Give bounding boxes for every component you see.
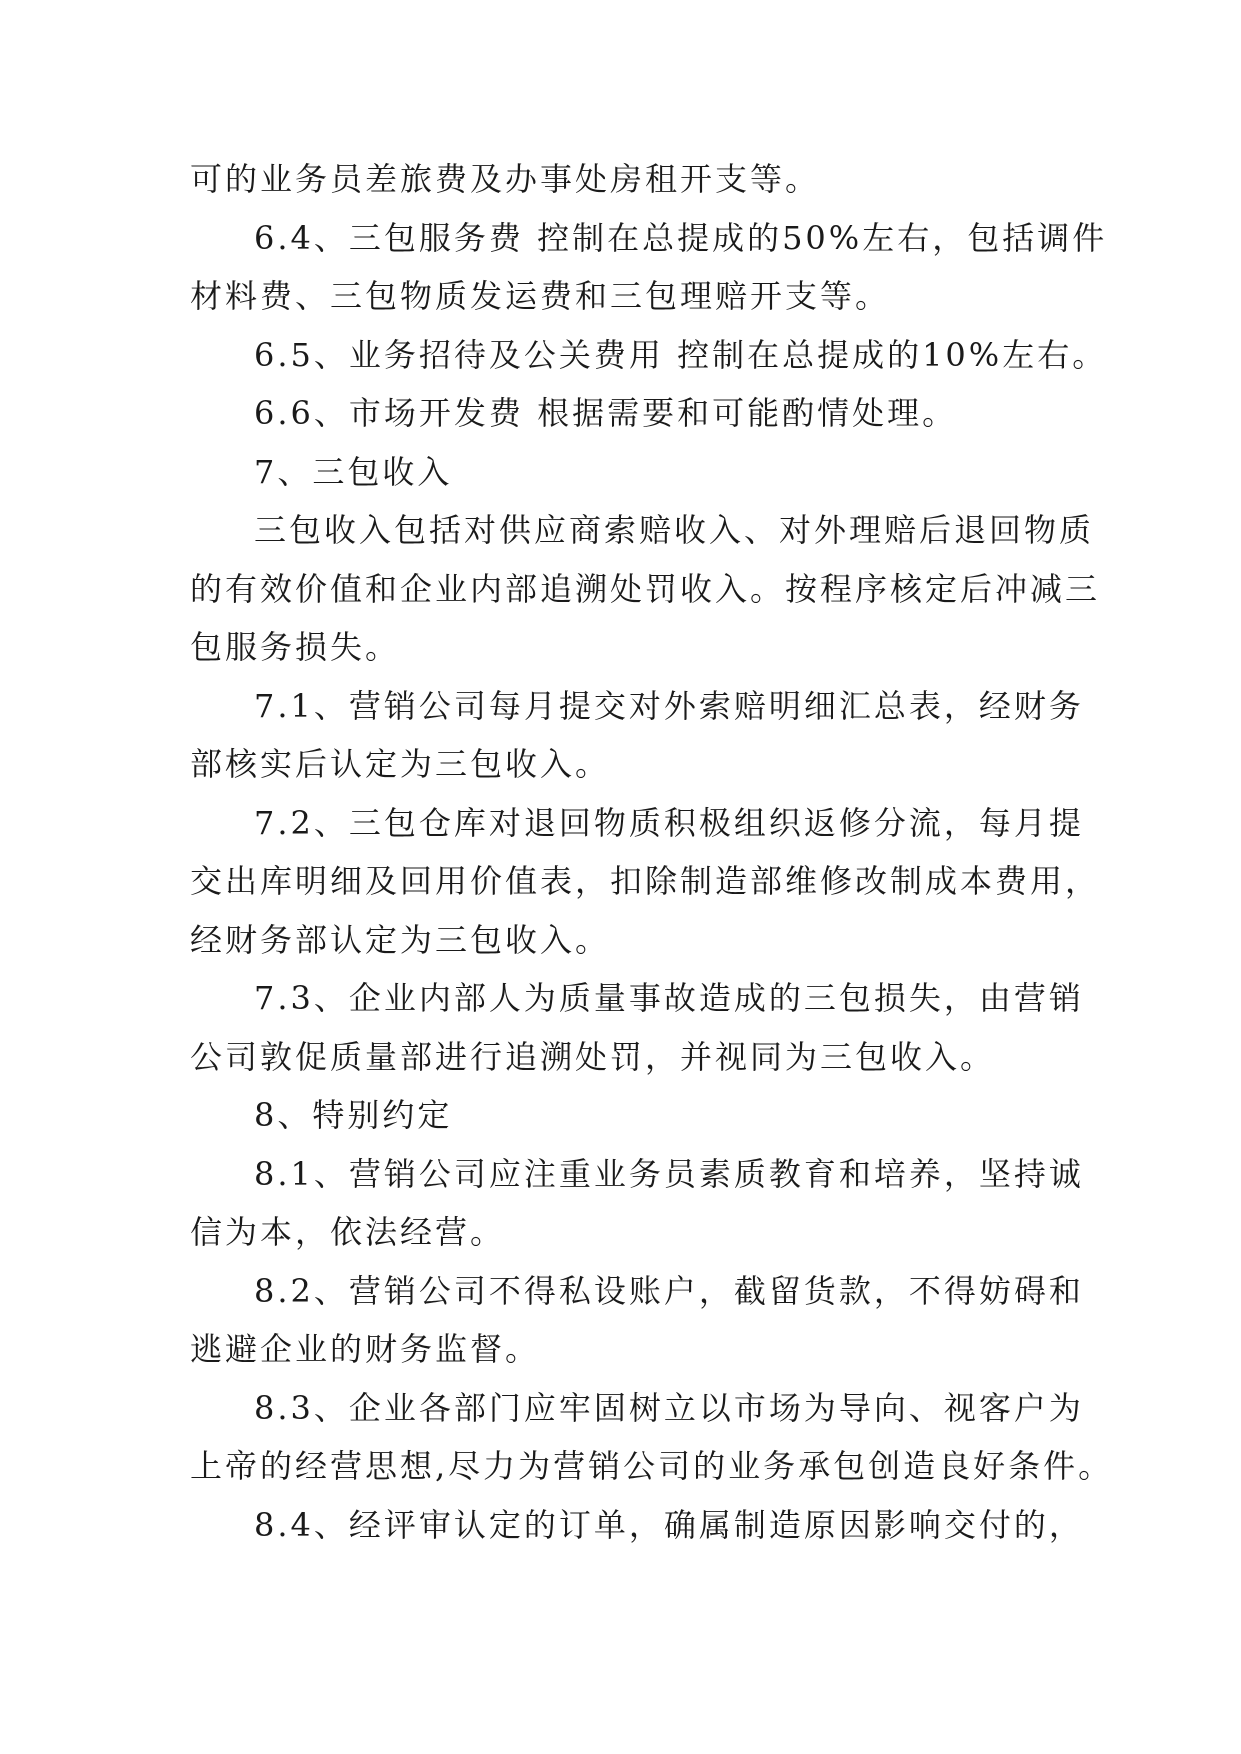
text-line: 三包收入包括对供应商索赔收入、对外理赔后退回物质 — [254, 511, 1095, 549]
paragraph — [190, 1145, 1084, 1262]
paragraph — [190, 677, 1084, 794]
paragraph — [190, 209, 1108, 326]
paragraph — [190, 1496, 1084, 1555]
text-line: 材料费、三包物质发运费和三包理赔开支等。 — [190, 277, 891, 315]
paragraph — [190, 794, 1101, 970]
text-line: 8.1、营销公司应注重业务员素质教育和培养，坚持诚 — [254, 1154, 1084, 1193]
paragraph — [190, 1262, 1084, 1379]
paragraph — [190, 969, 1084, 1086]
text-line: 可的业务员差旅费及办事处房租开支等。 — [190, 160, 821, 198]
text-line: 逃避企业的财务监督。 — [190, 1330, 541, 1368]
paragraph — [190, 1379, 1114, 1496]
text-line: 信为本，依法经营。 — [190, 1213, 506, 1251]
text-line: 7.1、营销公司每月提交对外索赔明细汇总表，经财务 — [254, 686, 1084, 725]
paragraph — [190, 443, 1060, 502]
text-line: 公司敦促质量部进行追溯处罚，并视同为三包收入。 — [190, 1037, 996, 1076]
text-line: 6.6、市场开发费 根据需要和可能酌情处理。 — [254, 394, 958, 432]
text-line: 6.4、三包服务费 控制在总提成的50%左右，包括调件 — [254, 218, 1108, 257]
paragraph — [190, 326, 1108, 385]
paragraph — [190, 501, 1101, 677]
paragraph — [190, 1086, 1060, 1145]
text-line: 8.2、营销公司不得私设账户，截留货款，不得妨碍和 — [254, 1271, 1084, 1310]
text-line: 8、特别约定 — [254, 1096, 453, 1134]
text-line: 的有效价值和企业内部追溯处罚收入。按程序核定后冲减三 — [190, 569, 1101, 608]
text-line: 部核实后认定为三包收入。 — [190, 745, 611, 783]
text-line: 7.3、企业内部人为质量事故造成的三包损失，由营销 — [254, 979, 1084, 1017]
paragraph — [190, 150, 1060, 209]
text-line: 上帝的经营思想,尽力为营销公司的业务承包创造良好条件。 — [190, 1447, 1114, 1485]
text-line: 8.3、企业各部门应牢固树立以市场为导向、视客户为 — [254, 1388, 1084, 1427]
document-body — [190, 150, 1114, 1554]
text-line: 交出库明细及回用价值表，扣除制造部维修改制成本费用， — [190, 862, 1101, 900]
text-line: 8.4、经评审认定的订单，确属制造原因影响交付的， — [254, 1505, 1084, 1544]
text-line: 7、三包收入 — [254, 452, 453, 491]
text-line: 经财务部认定为三包收入。 — [190, 920, 611, 959]
text-line: 6.5、业务招待及公关费用 控制在总提成的10%左右。 — [254, 335, 1108, 374]
text-line: 7.2、三包仓库对退回物质积极组织返修分流，每月提 — [254, 803, 1084, 842]
text-line: 包服务损失。 — [190, 628, 401, 666]
paragraph — [190, 384, 1060, 443]
